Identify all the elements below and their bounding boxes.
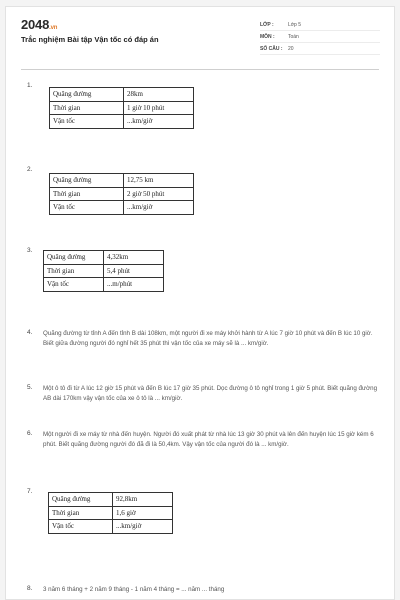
table-row (50, 101, 194, 115)
table-cell: Vận tốc (50, 201, 124, 215)
meta-value: Toán (288, 33, 299, 40)
question-number: 3. (27, 247, 33, 254)
header-divider (21, 69, 379, 70)
document-title: Trắc nghiệm Bài tập Vận tốc có đáp án (21, 35, 159, 44)
worksheet-meta (260, 19, 380, 55)
table-cell: ...km/giờ (124, 201, 194, 215)
table-row (50, 187, 194, 201)
question-number: 6. (27, 430, 33, 437)
table-row (44, 278, 164, 292)
table-cell: 28km (124, 88, 194, 102)
meta-key: MÔN : (260, 33, 275, 40)
table-cell: 92,8km (113, 493, 173, 507)
question-text: Một ô tô đi từ A lúc 12 giờ 15 phút và đến B lúc 17 giờ 35 phút. Dọc đường ô tô nghỉ trong 1 giờ 5 phút. Biết quãng đường AB dài 170km vậy vận tốc của xe ô tô là ... km/giờ. (43, 385, 378, 402)
table-cell: Quãng đường (44, 251, 104, 265)
table-cell: 1,6 giờ (113, 506, 173, 520)
table-cell: Vận tốc (44, 278, 104, 292)
table-cell: 1 giờ 10 phút (124, 101, 194, 115)
table-cell: Vận tốc (49, 520, 113, 534)
table-cell: Thời gian (50, 187, 124, 201)
table-cell: 12,75 km (124, 174, 194, 188)
table-cell: Quãng đường (50, 88, 124, 102)
meta-value: 20 (288, 45, 294, 52)
table-row (44, 264, 164, 278)
meta-row-class (260, 19, 380, 31)
table-cell: Quãng đường (50, 174, 124, 188)
question-number: 7. (27, 488, 33, 495)
table-cell: Thời gian (44, 264, 104, 278)
table-row (50, 174, 194, 188)
table-cell: Vận tốc (50, 115, 124, 129)
site-logo[interactable]: 2048.vn (21, 17, 58, 32)
meta-key: LỚP : (260, 21, 274, 28)
table-row (49, 520, 173, 534)
data-table (49, 87, 194, 129)
meta-row-count (260, 43, 380, 55)
table-cell: ...m/phút (104, 278, 164, 292)
table-row (49, 506, 173, 520)
data-table (49, 173, 194, 215)
meta-key: SỐ CÂU : (260, 45, 283, 52)
meta-value: Lớp 5 (288, 21, 302, 28)
data-table (43, 250, 164, 292)
question-number: 2. (27, 166, 33, 173)
table-cell: 5,4 phút (104, 264, 164, 278)
table-cell: Thời gian (49, 506, 113, 520)
question-number: 1. (27, 82, 33, 89)
table-cell: ...km/giờ (113, 520, 173, 534)
question-text: Quãng đường từ tỉnh A đến tỉnh B dài 108km, một người đi xe máy khởi hành từ A lúc 7 giờ 10 phút và đến B lúc 10 giờ. Biết giữa đường người đó nghỉ hết 35 phút thì vận tốc của xe máy sẽ là ... km/giờ. (43, 330, 373, 347)
table-cell: Thời gian (50, 101, 124, 115)
table-cell: ...km/giờ (124, 115, 194, 129)
meta-row-subject (260, 31, 380, 43)
question-number: 5. (27, 384, 33, 391)
data-table (48, 492, 173, 534)
table-cell: 4,32km (104, 251, 164, 265)
table-row (50, 115, 194, 129)
worksheet-page (5, 6, 395, 600)
table-row (44, 251, 164, 265)
question-text: Một người đi xe máy từ nhà đến huyện. Người đó xuất phát từ nhà lúc 13 giờ 30 phút và lên đến huyện lúc 15 giờ kém 6 phút. Biết quãng đường người đó đã đi là 50,4km. Vậy vận tốc của người đó là ... km/giờ. (43, 431, 374, 448)
table-row (49, 493, 173, 507)
table-cell: Quãng đường (49, 493, 113, 507)
question-number: 8. (27, 585, 33, 592)
table-row (50, 201, 194, 215)
table-cell: 2 giờ 50 phút (124, 187, 194, 201)
table-row (50, 88, 194, 102)
question-text: 3 năm 6 tháng + 2 năm 9 tháng - 1 năm 4 tháng = ... năm ... tháng (43, 586, 225, 593)
question-number: 4. (27, 329, 33, 336)
